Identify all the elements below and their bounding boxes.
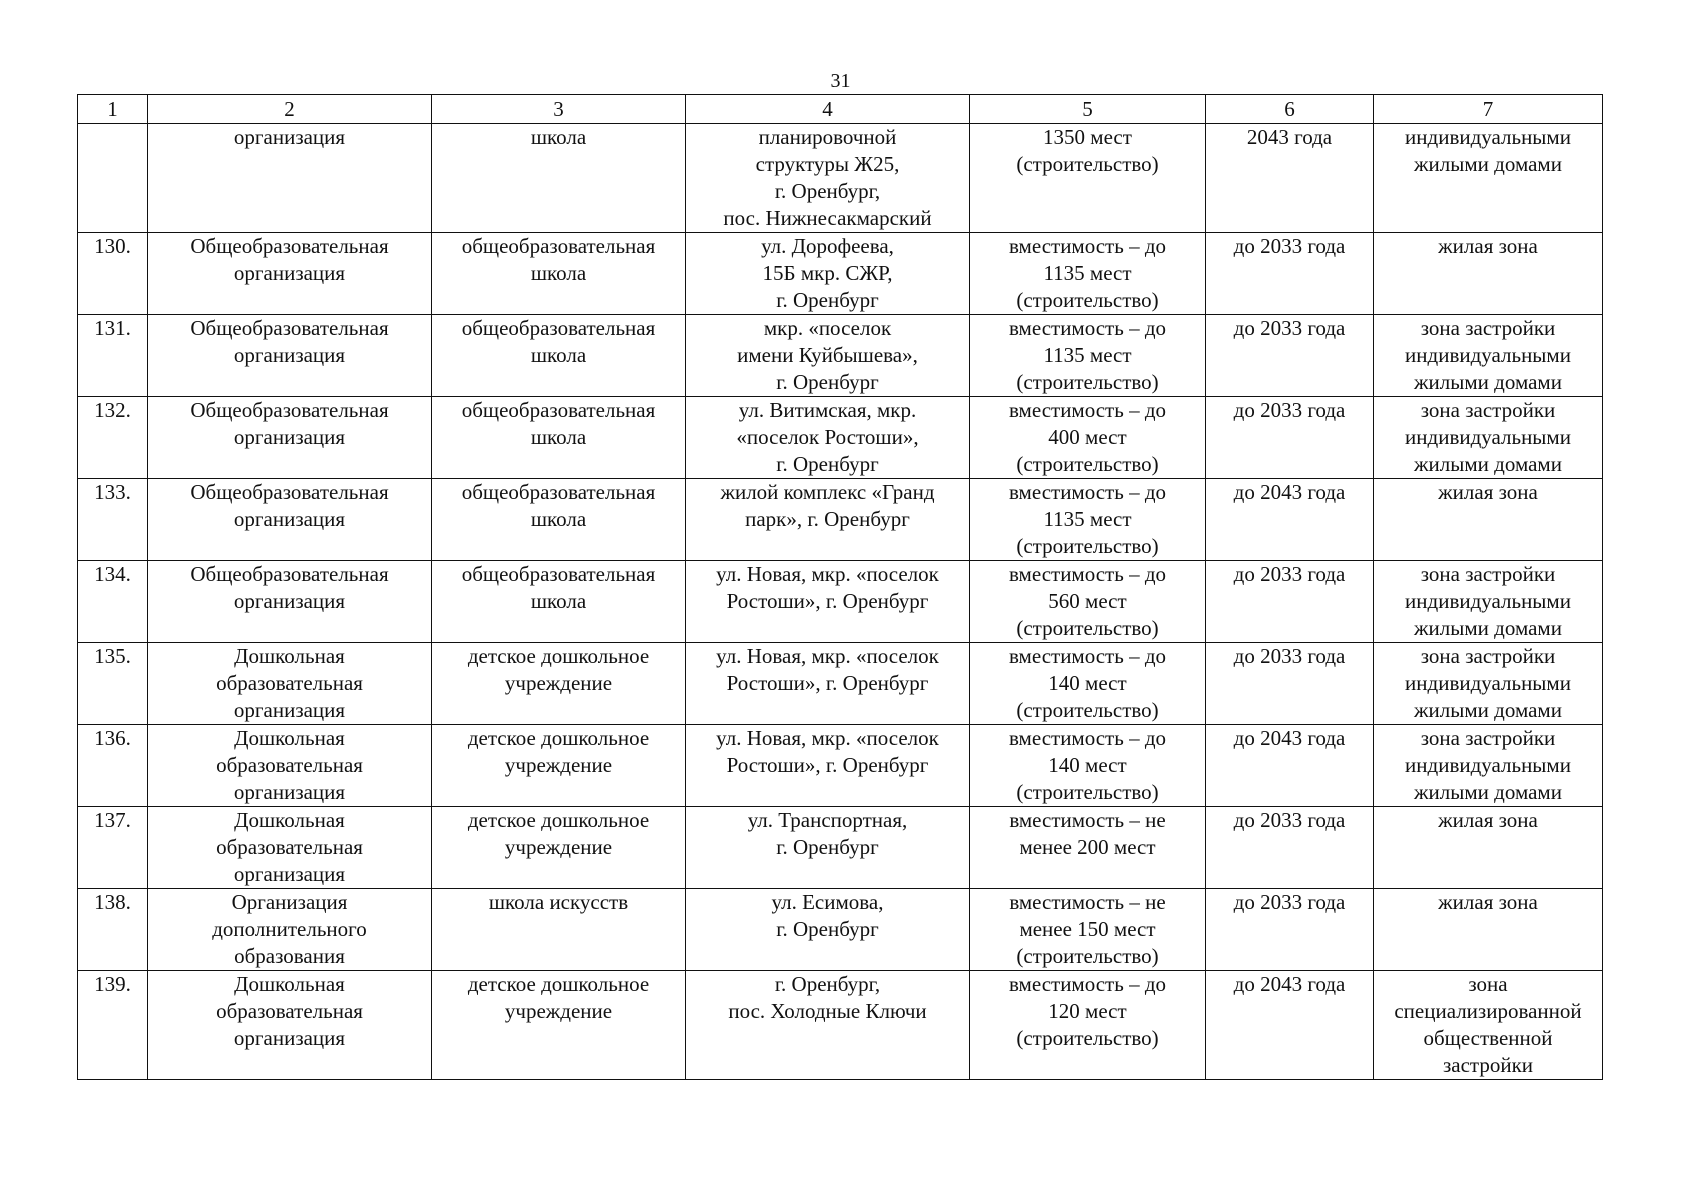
- facility-type-cell: [148, 124, 432, 233]
- facility-kind-text: школа: [530, 125, 587, 149]
- deadline-cell: [1206, 725, 1374, 807]
- table-body: [78, 124, 1603, 1080]
- deadline-text: до 2043 года: [1233, 972, 1346, 996]
- facility-kind-text: общеобразовательная школа: [461, 234, 656, 285]
- location-text: мкр. «поселок имени Куйбышева», г. Оренбург: [737, 316, 918, 394]
- zone-text: жилая зона: [1438, 480, 1538, 504]
- deadline-cell: [1206, 397, 1374, 479]
- table-row: [78, 725, 1603, 807]
- capacity-text: вместимость – до 560 мест (строительство): [1009, 562, 1166, 640]
- deadline-text: до 2033 года: [1233, 398, 1346, 422]
- facility-type-cell: [148, 397, 432, 479]
- row-number-text: 133.: [94, 480, 131, 504]
- location-cell: [686, 233, 970, 315]
- facility-kind-text: детское дошкольное учреждение: [467, 726, 650, 777]
- zone-text: зона застройки индивидуальными жилыми домами: [1405, 316, 1571, 394]
- facility-kind-cell: [432, 725, 686, 807]
- column-header-5: 5: [970, 95, 1206, 124]
- facility-kind-cell: [432, 971, 686, 1080]
- zone-cell: [1374, 397, 1603, 479]
- capacity-text: вместимость – до 1135 мест (строительство): [1009, 480, 1166, 558]
- facility-kind-cell: [432, 233, 686, 315]
- row-number-cell: [78, 889, 148, 971]
- zone-text: индивидуальными жилыми домами: [1405, 125, 1571, 176]
- facility-kind-text: школа искусств: [488, 890, 629, 914]
- facility-type-text: Организация дополнительного образования: [212, 890, 367, 968]
- row-number-cell: [78, 643, 148, 725]
- facility-kind-cell: [432, 889, 686, 971]
- facility-type-text: Общеобразовательная организация: [190, 316, 389, 367]
- zone-text: жилая зона: [1438, 808, 1538, 832]
- facility-type-cell: [148, 725, 432, 807]
- capacity-cell: [970, 725, 1206, 807]
- zone-cell: [1374, 807, 1603, 889]
- row-number-cell: [78, 397, 148, 479]
- zone-text: зона специализированной общественной застройки: [1394, 972, 1582, 1077]
- row-number-cell: [78, 479, 148, 561]
- capacity-cell: [970, 807, 1206, 889]
- header-row: [78, 95, 1603, 124]
- capacity-cell: [970, 479, 1206, 561]
- capacity-cell: [970, 889, 1206, 971]
- table-row: [78, 124, 1603, 233]
- capacity-cell: [970, 643, 1206, 725]
- facility-kind-text: детское дошкольное учреждение: [467, 644, 650, 695]
- row-number-cell: [78, 807, 148, 889]
- table-row: [78, 807, 1603, 889]
- row-number-cell: [78, 233, 148, 315]
- capacity-text: 1350 мест (строительство): [1016, 125, 1159, 176]
- capacity-text: вместимость – до 1135 мест (строительство): [1009, 316, 1166, 394]
- location-text: г. Оренбург, пос. Холодные Ключи: [728, 972, 927, 1023]
- facility-type-cell: [148, 233, 432, 315]
- row-number-cell: [78, 124, 148, 233]
- capacity-text: вместимость – не менее 200 мест: [1009, 808, 1166, 859]
- deadline-text: до 2033 года: [1233, 644, 1346, 668]
- location-text: жилой комплекс «Гранд парк», г. Оренбург: [720, 480, 935, 531]
- zone-cell: [1374, 315, 1603, 397]
- zone-cell: [1374, 233, 1603, 315]
- deadline-text: 2043 года: [1246, 125, 1333, 149]
- location-text: ул. Есимова, г. Оренбург: [771, 890, 884, 941]
- location-cell: [686, 807, 970, 889]
- facility-kind-cell: [432, 397, 686, 479]
- column-header-4: 4: [686, 95, 970, 124]
- zone-cell: [1374, 971, 1603, 1080]
- deadline-text: до 2033 года: [1233, 234, 1346, 258]
- capacity-cell: [970, 124, 1206, 233]
- deadline-cell: [1206, 561, 1374, 643]
- deadline-cell: [1206, 315, 1374, 397]
- zone-text: зона застройки индивидуальными жилыми домами: [1405, 644, 1571, 722]
- capacity-text: вместимость – до 1135 мест (строительство): [1009, 234, 1166, 312]
- zone-text: зона застройки индивидуальными жилыми домами: [1405, 726, 1571, 804]
- location-text: ул. Новая, мкр. «поселок Ростоши», г. Оренбург: [716, 562, 939, 613]
- facility-type-text: Общеобразовательная организация: [190, 562, 389, 613]
- capacity-cell: [970, 561, 1206, 643]
- location-cell: [686, 725, 970, 807]
- zone-cell: [1374, 889, 1603, 971]
- row-number-text: 139.: [94, 972, 131, 996]
- zone-cell: [1374, 643, 1603, 725]
- facility-kind-text: детское дошкольное учреждение: [467, 972, 650, 1023]
- location-cell: [686, 889, 970, 971]
- row-number-text: 134.: [94, 562, 131, 586]
- deadline-text: до 2043 года: [1233, 480, 1346, 504]
- capacity-cell: [970, 233, 1206, 315]
- facility-kind-text: детское дошкольное учреждение: [467, 808, 650, 859]
- facility-type-cell: [148, 807, 432, 889]
- deadline-cell: [1206, 124, 1374, 233]
- facility-kind-text: общеобразовательная школа: [461, 398, 656, 449]
- location-text: ул. Новая, мкр. «поселок Ростоши», г. Оренбург: [716, 726, 939, 777]
- column-header-3: 3: [432, 95, 686, 124]
- facility-type-text: Дошкольная образовательная организация: [216, 808, 363, 886]
- zone-text: зона застройки индивидуальными жилыми домами: [1405, 562, 1571, 640]
- facility-kind-cell: [432, 643, 686, 725]
- zone-text: жилая зона: [1438, 890, 1538, 914]
- table-row: [78, 397, 1603, 479]
- row-number-cell: [78, 971, 148, 1080]
- capacity-text: вместимость – до 140 мест (строительство): [1009, 644, 1166, 722]
- facility-type-text: Общеобразовательная организация: [190, 480, 389, 531]
- table-row: [78, 315, 1603, 397]
- facility-kind-text: общеобразовательная школа: [461, 562, 656, 613]
- facility-kind-cell: [432, 315, 686, 397]
- zone-cell: [1374, 725, 1603, 807]
- facility-kind-text: общеобразовательная школа: [461, 316, 656, 367]
- row-number-text: 137.: [94, 808, 131, 832]
- facility-kind-cell: [432, 807, 686, 889]
- zone-cell: [1374, 124, 1603, 233]
- location-cell: [686, 124, 970, 233]
- location-cell: [686, 479, 970, 561]
- capacity-text: вместимость – до 140 мест (строительство): [1009, 726, 1166, 804]
- row-number-text: 135.: [94, 644, 131, 668]
- column-header-2: 2: [148, 95, 432, 124]
- deadline-cell: [1206, 479, 1374, 561]
- facility-type-cell: [148, 561, 432, 643]
- table-row: [78, 479, 1603, 561]
- capacity-text: вместимость – до 120 мест (строительство): [1009, 972, 1166, 1050]
- facility-type-text: организация: [233, 125, 346, 149]
- capacity-text: вместимость – до 400 мест (строительство): [1009, 398, 1166, 476]
- row-number-text: 132.: [94, 398, 131, 422]
- deadline-cell: [1206, 643, 1374, 725]
- table-row: [78, 233, 1603, 315]
- page-number: 31: [830, 70, 851, 92]
- capacity-text: вместимость – не менее 150 мест (строительство): [1009, 890, 1166, 968]
- row-number-text: 130.: [94, 234, 131, 258]
- column-header-1: 1: [78, 95, 148, 124]
- facility-kind-text: общеобразовательная школа: [461, 480, 656, 531]
- facility-type-text: Дошкольная образовательная организация: [216, 644, 363, 722]
- row-number-cell: [78, 725, 148, 807]
- table-row: [78, 971, 1603, 1080]
- zone-cell: [1374, 561, 1603, 643]
- capacity-cell: [970, 397, 1206, 479]
- location-cell: [686, 315, 970, 397]
- location-cell: [686, 971, 970, 1080]
- table-row: [78, 889, 1603, 971]
- facility-type-text: Общеобразовательная организация: [190, 234, 389, 285]
- capacity-cell: [970, 971, 1206, 1080]
- deadline-text: до 2033 года: [1233, 316, 1346, 340]
- location-text: ул. Транспортная, г. Оренбург: [747, 808, 908, 859]
- location-cell: [686, 397, 970, 479]
- deadline-text: до 2043 года: [1233, 726, 1346, 750]
- deadline-cell: [1206, 807, 1374, 889]
- deadline-text: до 2033 года: [1233, 808, 1346, 832]
- table-row: [78, 643, 1603, 725]
- capacity-cell: [970, 315, 1206, 397]
- location-text: ул. Новая, мкр. «поселок Ростоши», г. Оренбург: [716, 644, 939, 695]
- location-text: планировочной структуры Ж25, г. Оренбург, пос. Нижнесакмарский: [723, 125, 932, 230]
- row-number-text: 138.: [94, 890, 131, 914]
- facility-kind-cell: [432, 124, 686, 233]
- facility-type-cell: [148, 479, 432, 561]
- row-number-cell: [78, 315, 148, 397]
- facility-type-cell: [148, 315, 432, 397]
- row-number-text: 136.: [94, 726, 131, 750]
- facility-type-cell: [148, 889, 432, 971]
- facility-type-text: Дошкольная образовательная организация: [216, 726, 363, 804]
- facility-type-cell: [148, 643, 432, 725]
- facilities-table: [77, 94, 1603, 1080]
- zone-text: зона застройки индивидуальными жилыми домами: [1405, 398, 1571, 476]
- deadline-text: до 2033 года: [1233, 562, 1346, 586]
- deadline-cell: [1206, 971, 1374, 1080]
- row-number-text: 131.: [94, 316, 131, 340]
- facility-type-text: Дошкольная образовательная организация: [216, 972, 363, 1050]
- row-number-cell: [78, 561, 148, 643]
- location-text: ул. Витимская, мкр. «поселок Ростоши», г. Оренбург: [736, 398, 919, 476]
- zone-cell: [1374, 479, 1603, 561]
- location-cell: [686, 561, 970, 643]
- facility-kind-cell: [432, 561, 686, 643]
- facility-type-text: Общеобразовательная организация: [190, 398, 389, 449]
- deadline-cell: [1206, 233, 1374, 315]
- facility-kind-cell: [432, 479, 686, 561]
- zone-text: жилая зона: [1438, 234, 1538, 258]
- deadline-cell: [1206, 889, 1374, 971]
- facility-type-cell: [148, 971, 432, 1080]
- column-header-7: 7: [1374, 95, 1603, 124]
- location-cell: [686, 643, 970, 725]
- table-header: [78, 95, 1603, 124]
- deadline-text: до 2033 года: [1233, 890, 1346, 914]
- table-row: [78, 561, 1603, 643]
- column-header-6: 6: [1206, 95, 1374, 124]
- location-text: ул. Дорофеева, 15Б мкр. СЖР, г. Оренбург: [761, 234, 894, 312]
